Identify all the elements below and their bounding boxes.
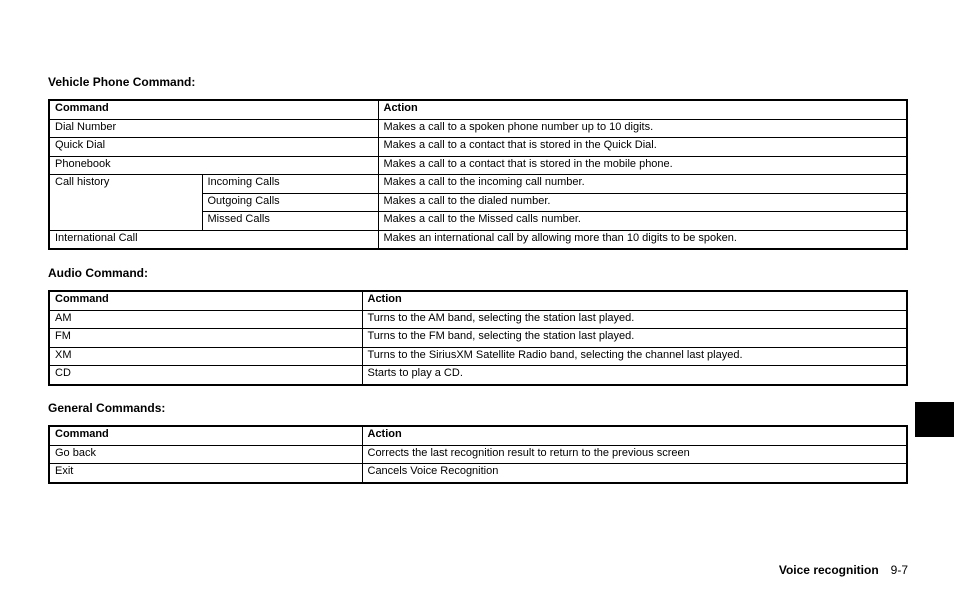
action-cell: Makes a call to a contact that is stored in the Quick Dial. bbox=[378, 138, 907, 157]
page-number: 9-7 bbox=[890, 563, 908, 577]
audio-section-title: Audio Command: bbox=[48, 266, 148, 280]
subcommand-cell: Missed Calls bbox=[202, 212, 378, 231]
command-cell: Quick Dial bbox=[49, 138, 378, 157]
action-cell: Makes a call to the incoming call number. bbox=[378, 175, 907, 194]
command-cell: Dial Number bbox=[49, 119, 378, 138]
table-row bbox=[49, 156, 907, 175]
table-header-row bbox=[49, 291, 907, 310]
command-cell: FM bbox=[49, 329, 362, 348]
subcommand-cell: Incoming Calls bbox=[202, 175, 378, 194]
table-row bbox=[49, 464, 907, 483]
table-row bbox=[49, 445, 907, 464]
column-header-action: Action bbox=[362, 426, 907, 445]
column-header-command: Command bbox=[49, 100, 378, 119]
table-row bbox=[49, 119, 907, 138]
general-command-table bbox=[48, 425, 908, 484]
action-cell: Cancels Voice Recognition bbox=[362, 464, 907, 483]
table-row bbox=[49, 310, 907, 329]
page-footer bbox=[779, 563, 908, 577]
command-cell: Exit bbox=[49, 464, 362, 483]
action-cell: Makes a call to a contact that is stored in the mobile phone. bbox=[378, 156, 907, 175]
table-header-row bbox=[49, 100, 907, 119]
audio-command-table bbox=[48, 290, 908, 386]
footer-section-label: Voice recognition bbox=[778, 563, 879, 577]
action-cell: Turns to the SiriusXM Satellite Radio band, selecting the channel last played. bbox=[362, 347, 907, 366]
column-header-action: Action bbox=[362, 291, 907, 310]
action-cell: Corrects the last recognition result to return to the previous screen bbox=[362, 445, 907, 464]
table-row bbox=[49, 329, 907, 348]
phone-section-title: Vehicle Phone Command: bbox=[48, 75, 196, 89]
table-row bbox=[49, 175, 907, 194]
action-cell: Makes an international call by allowing more than 10 digits to be spoken. bbox=[378, 230, 907, 249]
table-row bbox=[49, 366, 907, 385]
table-row bbox=[49, 347, 907, 366]
action-cell: Turns to the FM band, selecting the station last played. bbox=[362, 329, 907, 348]
action-cell: Makes a call to a spoken phone number up to 10 digits. bbox=[378, 119, 907, 138]
general-section-title: General Commands: bbox=[48, 401, 166, 415]
column-header-command: Command bbox=[49, 291, 362, 310]
chapter-tab-marker bbox=[915, 402, 954, 437]
table-header-row bbox=[49, 426, 907, 445]
table-row bbox=[49, 230, 907, 249]
command-cell: Phonebook bbox=[49, 156, 378, 175]
action-cell: Makes a call to the dialed number. bbox=[378, 193, 907, 212]
column-header-action: Action bbox=[378, 100, 907, 119]
command-cell: International Call bbox=[49, 230, 378, 249]
action-cell: Starts to play a CD. bbox=[362, 366, 907, 385]
action-cell: Turns to the AM band, selecting the station last played. bbox=[362, 310, 907, 329]
command-cell: XM bbox=[49, 347, 362, 366]
command-cell: Call history bbox=[49, 175, 202, 231]
command-cell: CD bbox=[49, 366, 362, 385]
action-cell: Makes a call to the Missed calls number. bbox=[378, 212, 907, 231]
subcommand-cell: Outgoing Calls bbox=[202, 193, 378, 212]
command-cell: Go back bbox=[49, 445, 362, 464]
phone-command-table bbox=[48, 99, 908, 250]
column-header-command: Command bbox=[49, 426, 362, 445]
table-row bbox=[49, 138, 907, 157]
command-cell: AM bbox=[49, 310, 362, 329]
